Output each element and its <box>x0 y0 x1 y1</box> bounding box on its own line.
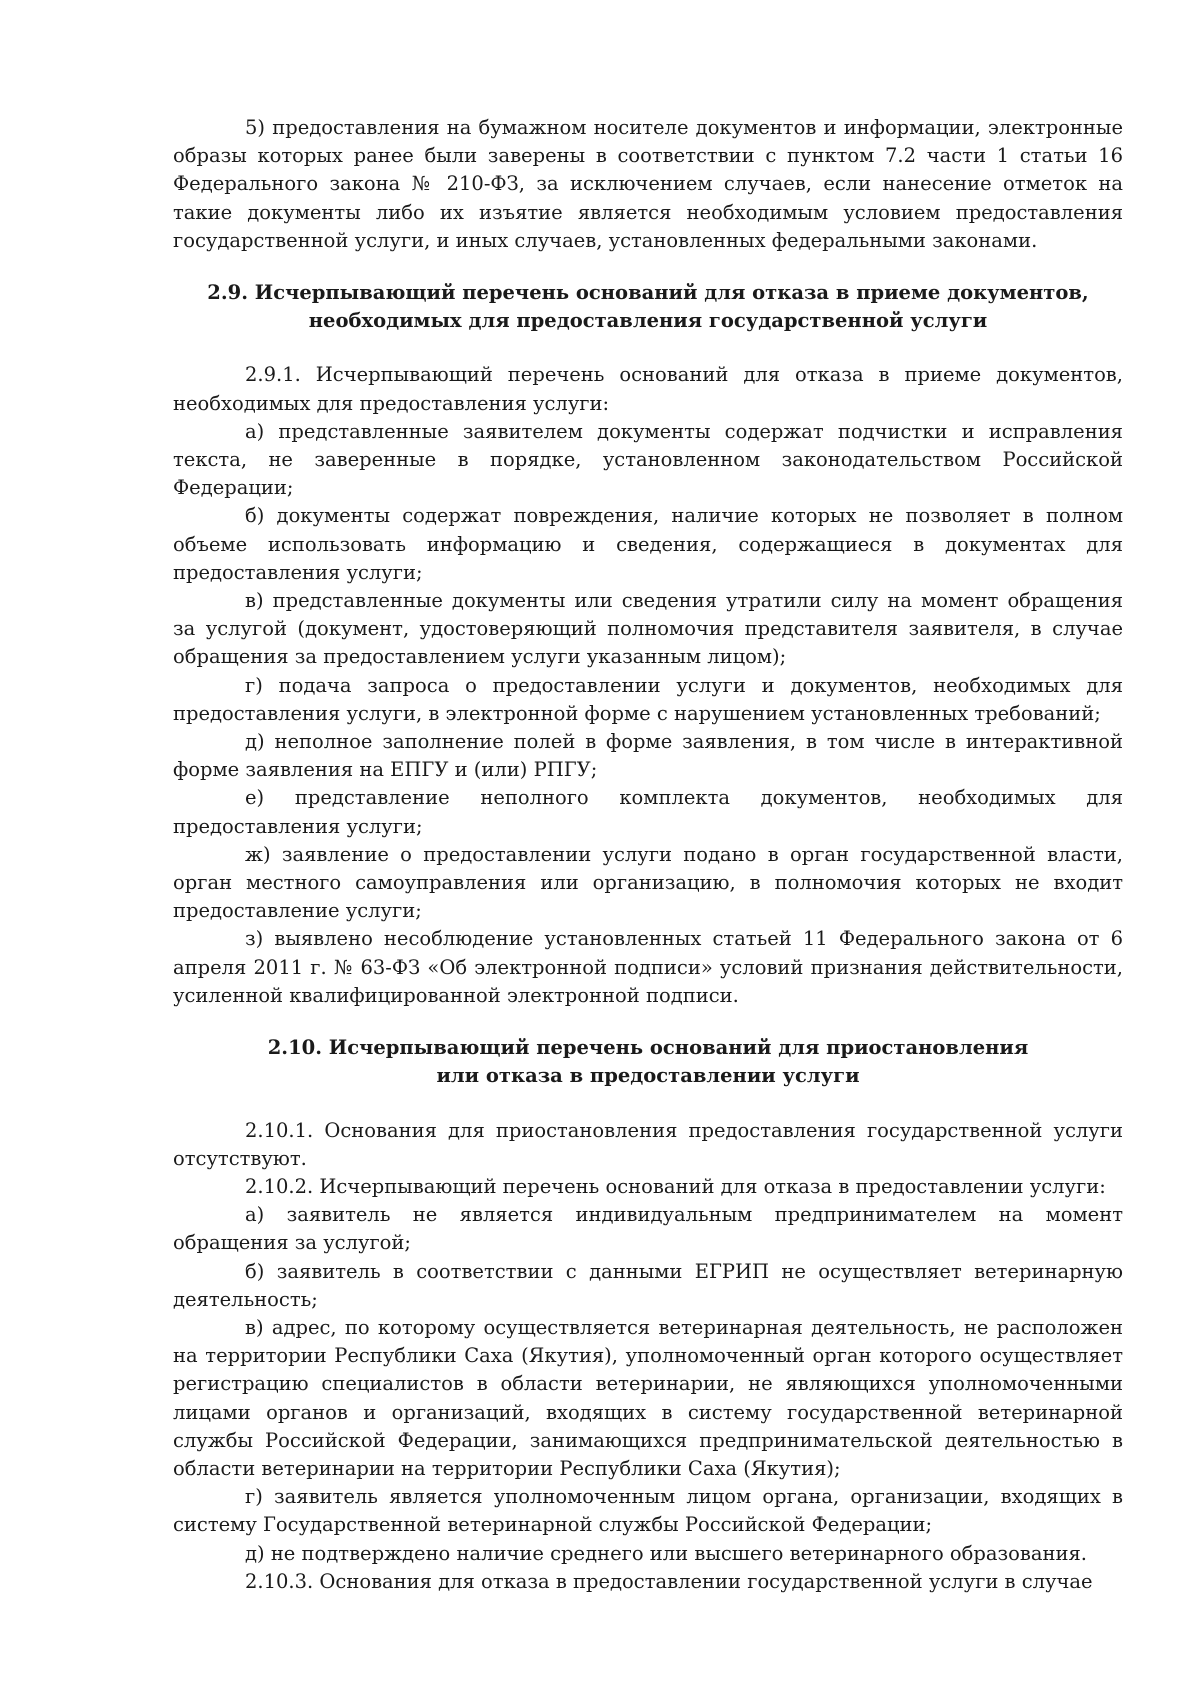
section-2-10-heading-line2: или отказа в предоставлении услуги <box>436 1064 860 1088</box>
list-item-2-9-g: г) подача запроса о предоставлении услуги и документов, необходимых для предоставления услуги, в электронной форме с нарушением установленных требований; <box>173 673 1123 725</box>
list-item-2-10-v: в) адрес, по которому осуществляется ветеринарная деятельность, не расположен на территории Республики Саха (Якутия), уполномоченный орган которого осуществляет регистрацию специалистов в области ветеринарии, не являющихся уполномоченными лицами органов и организаций, входящих в систему государственной ветеринарной службы Российской Федерации, занимающихся предпринимательской деятельностью в области ветеринарии на территории Республики Саха (Якутия); <box>173 1315 1123 1480</box>
list-item-2-9-b: б) документы содержат повреждения, наличие которых не позволяет в полном объеме использовать информацию и сведения, содержащиеся в документах для предоставления услуги; <box>173 504 1123 584</box>
list-item-2-9-a: а) представленные заявителем документы содержат подчистки и исправления текста, не заверенные в порядке, установленном законодательством Российской Федерации; <box>173 419 1123 500</box>
list-item-2-10-a: а) заявитель не является индивидуальным предпринимателем на момент обращения за услугой; <box>173 1203 1123 1255</box>
section-2-9-heading-line2: необходимых для предоставления государственной услуги <box>308 309 988 333</box>
spacer <box>173 255 1123 279</box>
section-2-10-heading-line1: 2.10. Исчерпывающий перечень оснований для приостановления <box>267 1036 1029 1060</box>
spacer <box>173 335 1123 361</box>
list-item-2-9-v: в) представленные документы или сведения утратили силу на момент обращения за услугой (документ, удостоверяющий полномочия представителя заявителя, в случае обращения за предоставлением услуги указанным лицом); <box>173 589 1123 669</box>
document-page <box>173 114 1123 1596</box>
section-2-10-heading <box>173 1034 1123 1090</box>
list-item-2-9-zh: ж) заявление о предоставлении услуги подано в орган государственной власти, орган местного самоуправления или организацию, в полномочия которых не входит предоставление услуги; <box>173 842 1123 923</box>
spacer <box>173 1010 1123 1034</box>
list-item-2-9-z: з) выявлено несоблюдение установленных статьей 11 Федерального закона от 6 апреля 2011 г. № 63-ФЗ «Об электронной подписи» условий признания действительности, усиленной квалифицированной электронной подписи. <box>173 927 1123 1007</box>
paragraph-2-10-2: 2.10.2. Исчерпывающий перечень оснований для отказа в предоставлении услуги: <box>245 1174 1106 1198</box>
list-item-2-9-d: д) неполное заполнение полей в форме заявления, в том числе в интерактивной форме заявления на ЕПГУ и (или) РПГУ; <box>173 730 1123 782</box>
spacer <box>173 1091 1123 1117</box>
section-2-9-heading-line1: 2.9. Исчерпывающий перечень оснований для отказа в приеме документов, <box>207 281 1089 305</box>
section-2-9-heading <box>173 279 1123 335</box>
intro-paragraph: 5) предоставления на бумажном носителе документов и информации, электронные образы которых ранее были заверены в соответствии с пунктом 7.2 части 1 статьи 16 Федерального закона № 210-ФЗ, за исключением случаев, если нанесение отметок на такие документы либо их изъятие является необходимым условием предоставления государственной услуги, и иных случаев, установленных федеральными законами. <box>173 116 1123 252</box>
list-item-2-10-d: д) не подтверждено наличие среднего или высшего ветеринарного образования. <box>245 1541 1087 1565</box>
list-item-2-9-e: е) представление неполного комплекта документов, необходимых для предоставления услуги; <box>173 786 1123 838</box>
paragraph-2-9-1: 2.9.1. Исчерпывающий перечень оснований для отказа в приеме документов, необходимых для предоставления услуги: <box>173 363 1123 415</box>
paragraph-2-10-1: 2.10.1. Основания для приостановления предоставления государственной услуги отсутствуют. <box>173 1118 1123 1170</box>
paragraph-2-10-3: 2.10.3. Основания для отказа в предоставлении государственной услуги в случае <box>245 1569 1093 1593</box>
list-item-2-10-b: б) заявитель в соответствии с данными ЕГРИП не осуществляет ветеринарную деятельность; <box>173 1259 1123 1311</box>
list-item-2-10-g: г) заявитель является уполномоченным лицом органа, организации, входящих в систему Государственной ветеринарной службы Российской Федерации; <box>173 1485 1123 1537</box>
